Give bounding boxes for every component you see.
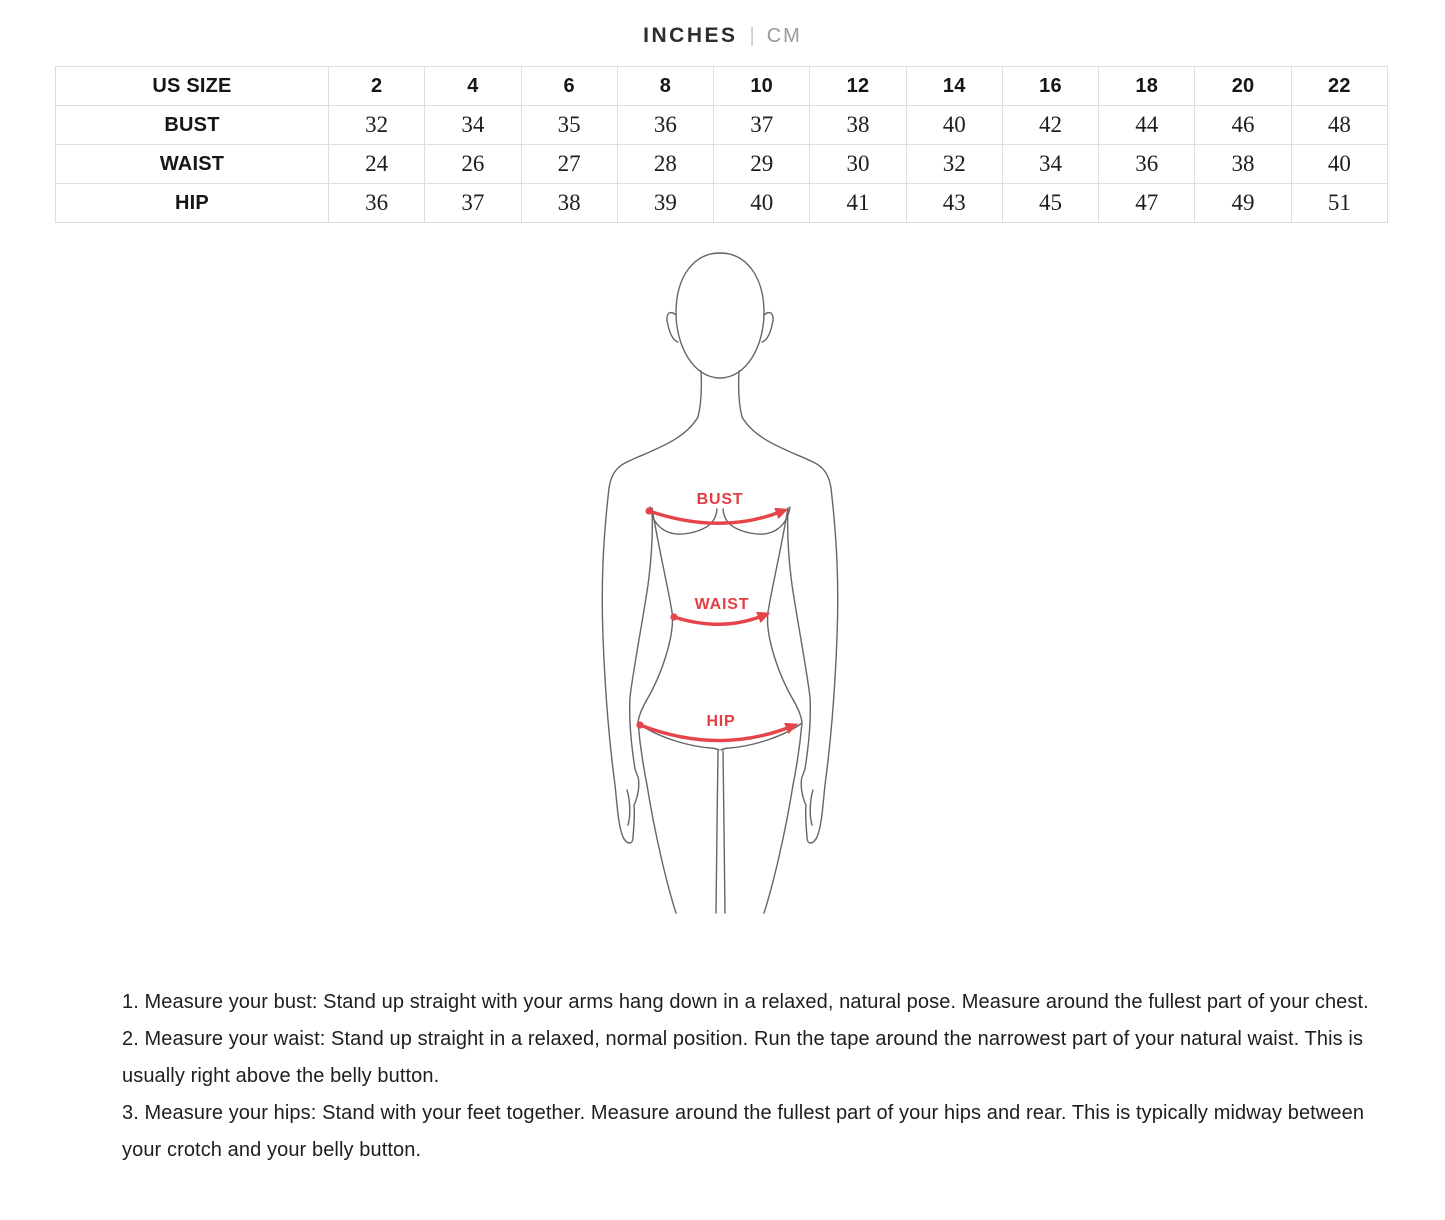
- row-label-cell: BUST: [56, 106, 329, 145]
- table-row-waist: [56, 145, 1388, 184]
- row-label-cell: HIP: [56, 184, 329, 223]
- figure-thumb-right: [810, 790, 813, 825]
- size-cell: 6: [521, 67, 617, 106]
- measurement-cell: 29: [714, 145, 810, 184]
- measurement-cell: 43: [906, 184, 1002, 223]
- measurement-cell: 37: [714, 106, 810, 145]
- table-row-us-size: [56, 67, 1388, 106]
- figure-arm-left: [602, 417, 698, 843]
- figure-thumb-left: [627, 790, 630, 825]
- measurement-cell: 47: [1099, 184, 1195, 223]
- size-cell: 10: [714, 67, 810, 106]
- hip-label: HIP: [706, 713, 736, 730]
- measurement-cell: 28: [617, 145, 713, 184]
- measuring-instructions: [122, 984, 1380, 1169]
- instruction-hips: 3. Measure your hips: Stand with your feet together. Measure around the fullest part of your hips and rear. This is typically midway between your crotch and your belly button.: [122, 1102, 1365, 1161]
- measurement-cell: 36: [329, 184, 425, 223]
- unit-option-cm[interactable]: CM: [766, 25, 802, 47]
- measurement-cell: 38: [1195, 145, 1291, 184]
- table-row-bust: [56, 106, 1388, 145]
- measurement-cell: 39: [617, 184, 713, 223]
- measurement-cell: 40: [906, 106, 1002, 145]
- measurement-cell: 41: [810, 184, 906, 223]
- size-cell: 18: [1099, 67, 1195, 106]
- measurement-cell: 30: [810, 145, 906, 184]
- size-cell: 2: [329, 67, 425, 106]
- measurement-cell: 48: [1291, 106, 1387, 145]
- unit-option-inches[interactable]: INCHES: [643, 24, 738, 47]
- figure-outer-thigh-left: [638, 723, 676, 913]
- measurement-cell: 40: [714, 184, 810, 223]
- measurement-cell: 40: [1291, 145, 1387, 184]
- measurement-cell: 44: [1099, 106, 1195, 145]
- size-cell: 4: [425, 67, 521, 106]
- figure-inner-thigh-right: [723, 751, 725, 913]
- measurement-cell: 36: [617, 106, 713, 145]
- body-measurement-diagram: [572, 245, 872, 920]
- measurement-cell: 32: [906, 145, 1002, 184]
- waist-label: WAIST: [694, 596, 750, 613]
- row-label-cell: WAIST: [56, 145, 329, 184]
- size-cell: 20: [1195, 67, 1291, 106]
- row-label-cell: US SIZE: [56, 67, 329, 106]
- table-row-hip: [56, 184, 1388, 223]
- figure-head: [676, 253, 764, 378]
- figure-inner-thigh-left: [716, 751, 718, 913]
- size-cell: 8: [617, 67, 713, 106]
- measurement-cell: 38: [521, 184, 617, 223]
- measurement-cell: 38: [810, 106, 906, 145]
- measurement-cell: 26: [425, 145, 521, 184]
- measurement-cell: 46: [1195, 106, 1291, 145]
- unit-toggle-divider: |: [749, 25, 755, 47]
- measurement-cell: 45: [1002, 184, 1098, 223]
- waist-measurement-arrow: [674, 616, 762, 624]
- measurement-cell: 42: [1002, 106, 1098, 145]
- measurement-cell: 34: [425, 106, 521, 145]
- measurement-cell: 32: [329, 106, 425, 145]
- size-cell: 16: [1002, 67, 1098, 106]
- unit-toggle: [0, 24, 1445, 48]
- bust-label: BUST: [696, 491, 744, 508]
- figure-outer-thigh-right: [764, 723, 802, 913]
- measurement-cell: 24: [329, 145, 425, 184]
- measurement-cell: 35: [521, 106, 617, 145]
- size-chart-table: [55, 66, 1388, 223]
- instruction-bust: 1. Measure your bust: Stand up straight with your arms hang down in a relaxed, natural pose. Measure around the fullest part of your chest.: [122, 991, 1369, 1013]
- size-cell: 14: [906, 67, 1002, 106]
- size-cell: 12: [810, 67, 906, 106]
- measurement-cell: 34: [1002, 145, 1098, 184]
- measurement-cell: 37: [425, 184, 521, 223]
- measurement-cell: 36: [1099, 145, 1195, 184]
- figure-neck: [698, 371, 701, 417]
- instruction-waist: 2. Measure your waist: Stand up straight in a relaxed, normal position. Run the tape around the narrowest part of your natural waist. This is usually right above the belly button.: [122, 1028, 1364, 1087]
- measurement-cell: 49: [1195, 184, 1291, 223]
- measurement-cell: 27: [521, 145, 617, 184]
- body-outline-figure: [572, 245, 872, 920]
- figure-neck: [739, 371, 742, 417]
- figure-arm-right: [742, 417, 838, 843]
- measurement-cell: 51: [1291, 184, 1387, 223]
- size-cell: 22: [1291, 67, 1387, 106]
